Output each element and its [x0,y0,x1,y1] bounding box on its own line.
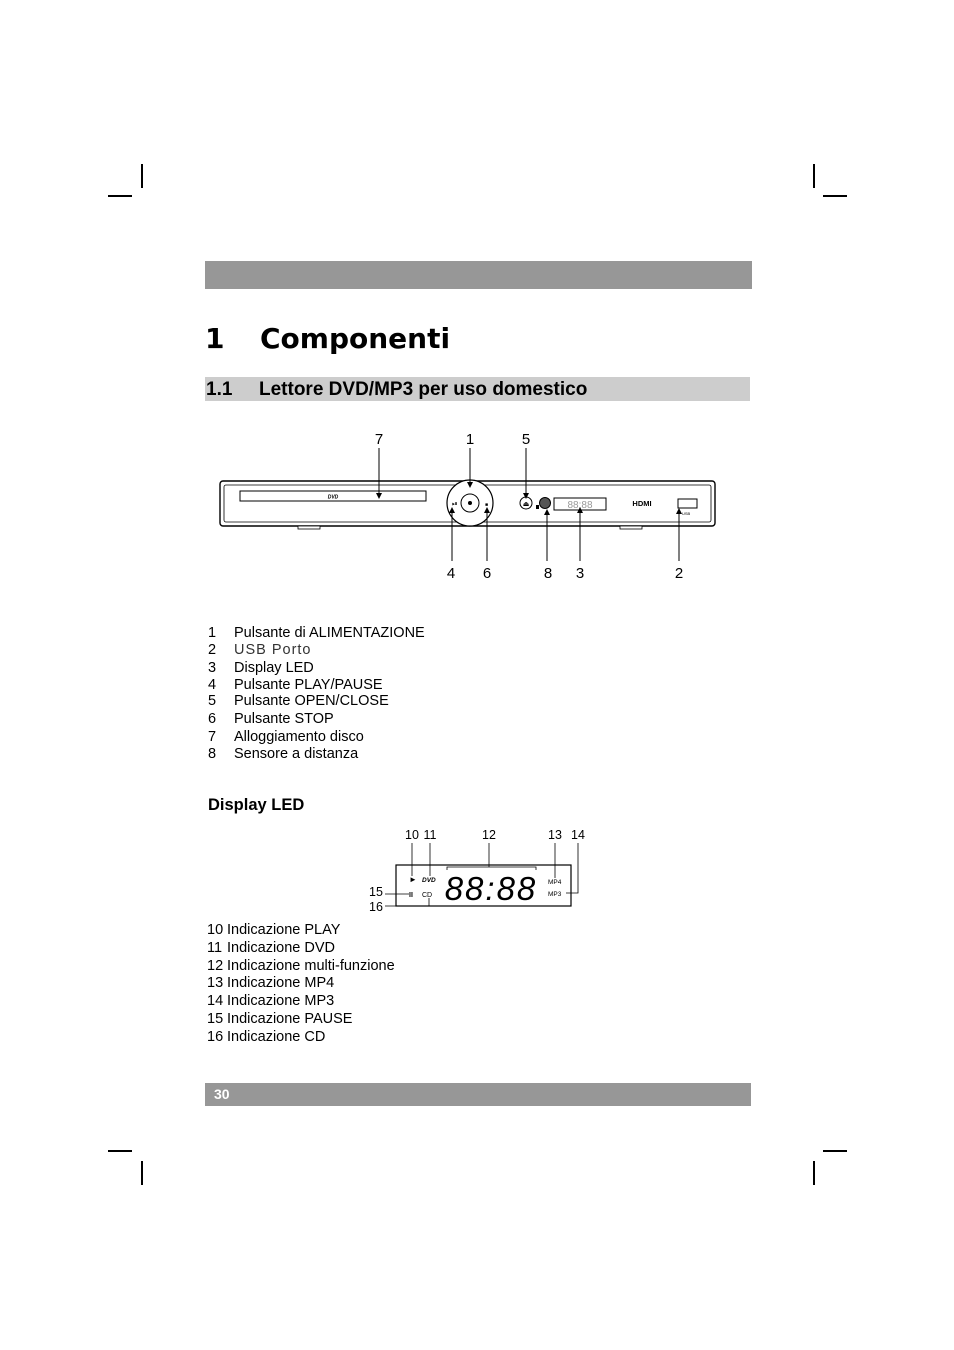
dvd-indicator: DVD [422,877,436,884]
callout-13: 13 [548,828,562,842]
chapter-number: 1 [205,322,225,355]
list-item: 14 Indicazione MP3 [207,993,335,1009]
page-number: 30 [214,1086,230,1102]
callout-15: 15 [369,885,383,899]
callout-16: 16 [369,900,383,914]
footer-bar [205,1083,751,1106]
list-item: 16 Indicazione CD [207,1029,326,1045]
list-item: 2 USB Porto [208,642,312,658]
disc-tray [240,491,426,501]
usb-port-label: USB [682,511,691,516]
crop-mark [108,1150,132,1152]
callout-7: 7 [374,431,384,448]
stop-icon: ■ [485,502,489,508]
section-title: Lettore DVD/MP3 per uso domestico [259,379,588,400]
list-item: 8 Sensore a distanza [208,746,359,762]
callout-5: 5 [521,431,531,448]
callout-12: 12 [482,828,496,842]
section-number: 1.1 [206,379,233,400]
led-display-heading: Display LED [208,796,305,814]
power-icon [468,501,472,505]
list-item: 5 Pulsante OPEN/CLOSE [208,693,389,709]
callout-10: 10 [405,828,419,842]
disc-tray-label: DVD [327,494,339,501]
crop-mark [813,1161,815,1185]
list-item: 12 Indicazione multi-funzione [207,958,395,974]
eject-icon: ⏏ [522,501,530,508]
multi-function-digits: 88:88 [444,870,538,907]
front-panel-diagram [0,0,954,600]
list-item: 7 Alloggiamento disco [208,729,364,745]
callout-1: 1 [465,431,475,448]
list-item: 11 Indicazione DVD [207,940,335,956]
list-item: 10 Indicazione PLAY [207,922,341,938]
list-item: 4 Pulsante PLAY/PAUSE [208,677,383,693]
hdmi-logo: HDMI [632,499,652,508]
crop-mark [823,1150,847,1152]
callout-3: 3 [575,565,585,582]
play-indicator-icon: ► [409,875,417,884]
list-item: 1 Pulsante di ALIMENTAZIONE [208,625,425,641]
cd-indicator: CD [422,892,433,899]
pause-indicator-icon: II [409,892,413,899]
led-display-diagram [0,820,954,920]
open-close-button [520,497,532,509]
play-pause-icon: ⏯ [452,501,458,508]
control-dial [447,480,493,526]
list-item: 13 Indicazione MP4 [207,975,335,991]
callout-2: 2 [674,565,684,582]
callout-14: 14 [571,828,585,842]
list-item: 6 Pulsante STOP [208,711,334,727]
callout-8: 8 [543,565,553,582]
mp3-indicator: MP3 [548,891,562,898]
list-item: 15 Indicazione PAUSE [207,1011,353,1027]
led-display-window [554,498,606,511]
chapter-title: Componenti [260,322,451,355]
mp4-indicator: MP4 [548,879,562,886]
led-display-digits: 88:88 [567,500,593,511]
callout-6: 6 [482,565,492,582]
callout-4: 4 [446,565,456,582]
list-item: 3 Display LED [208,660,314,676]
crop-mark [141,1161,143,1185]
callout-11: 11 [423,828,437,842]
